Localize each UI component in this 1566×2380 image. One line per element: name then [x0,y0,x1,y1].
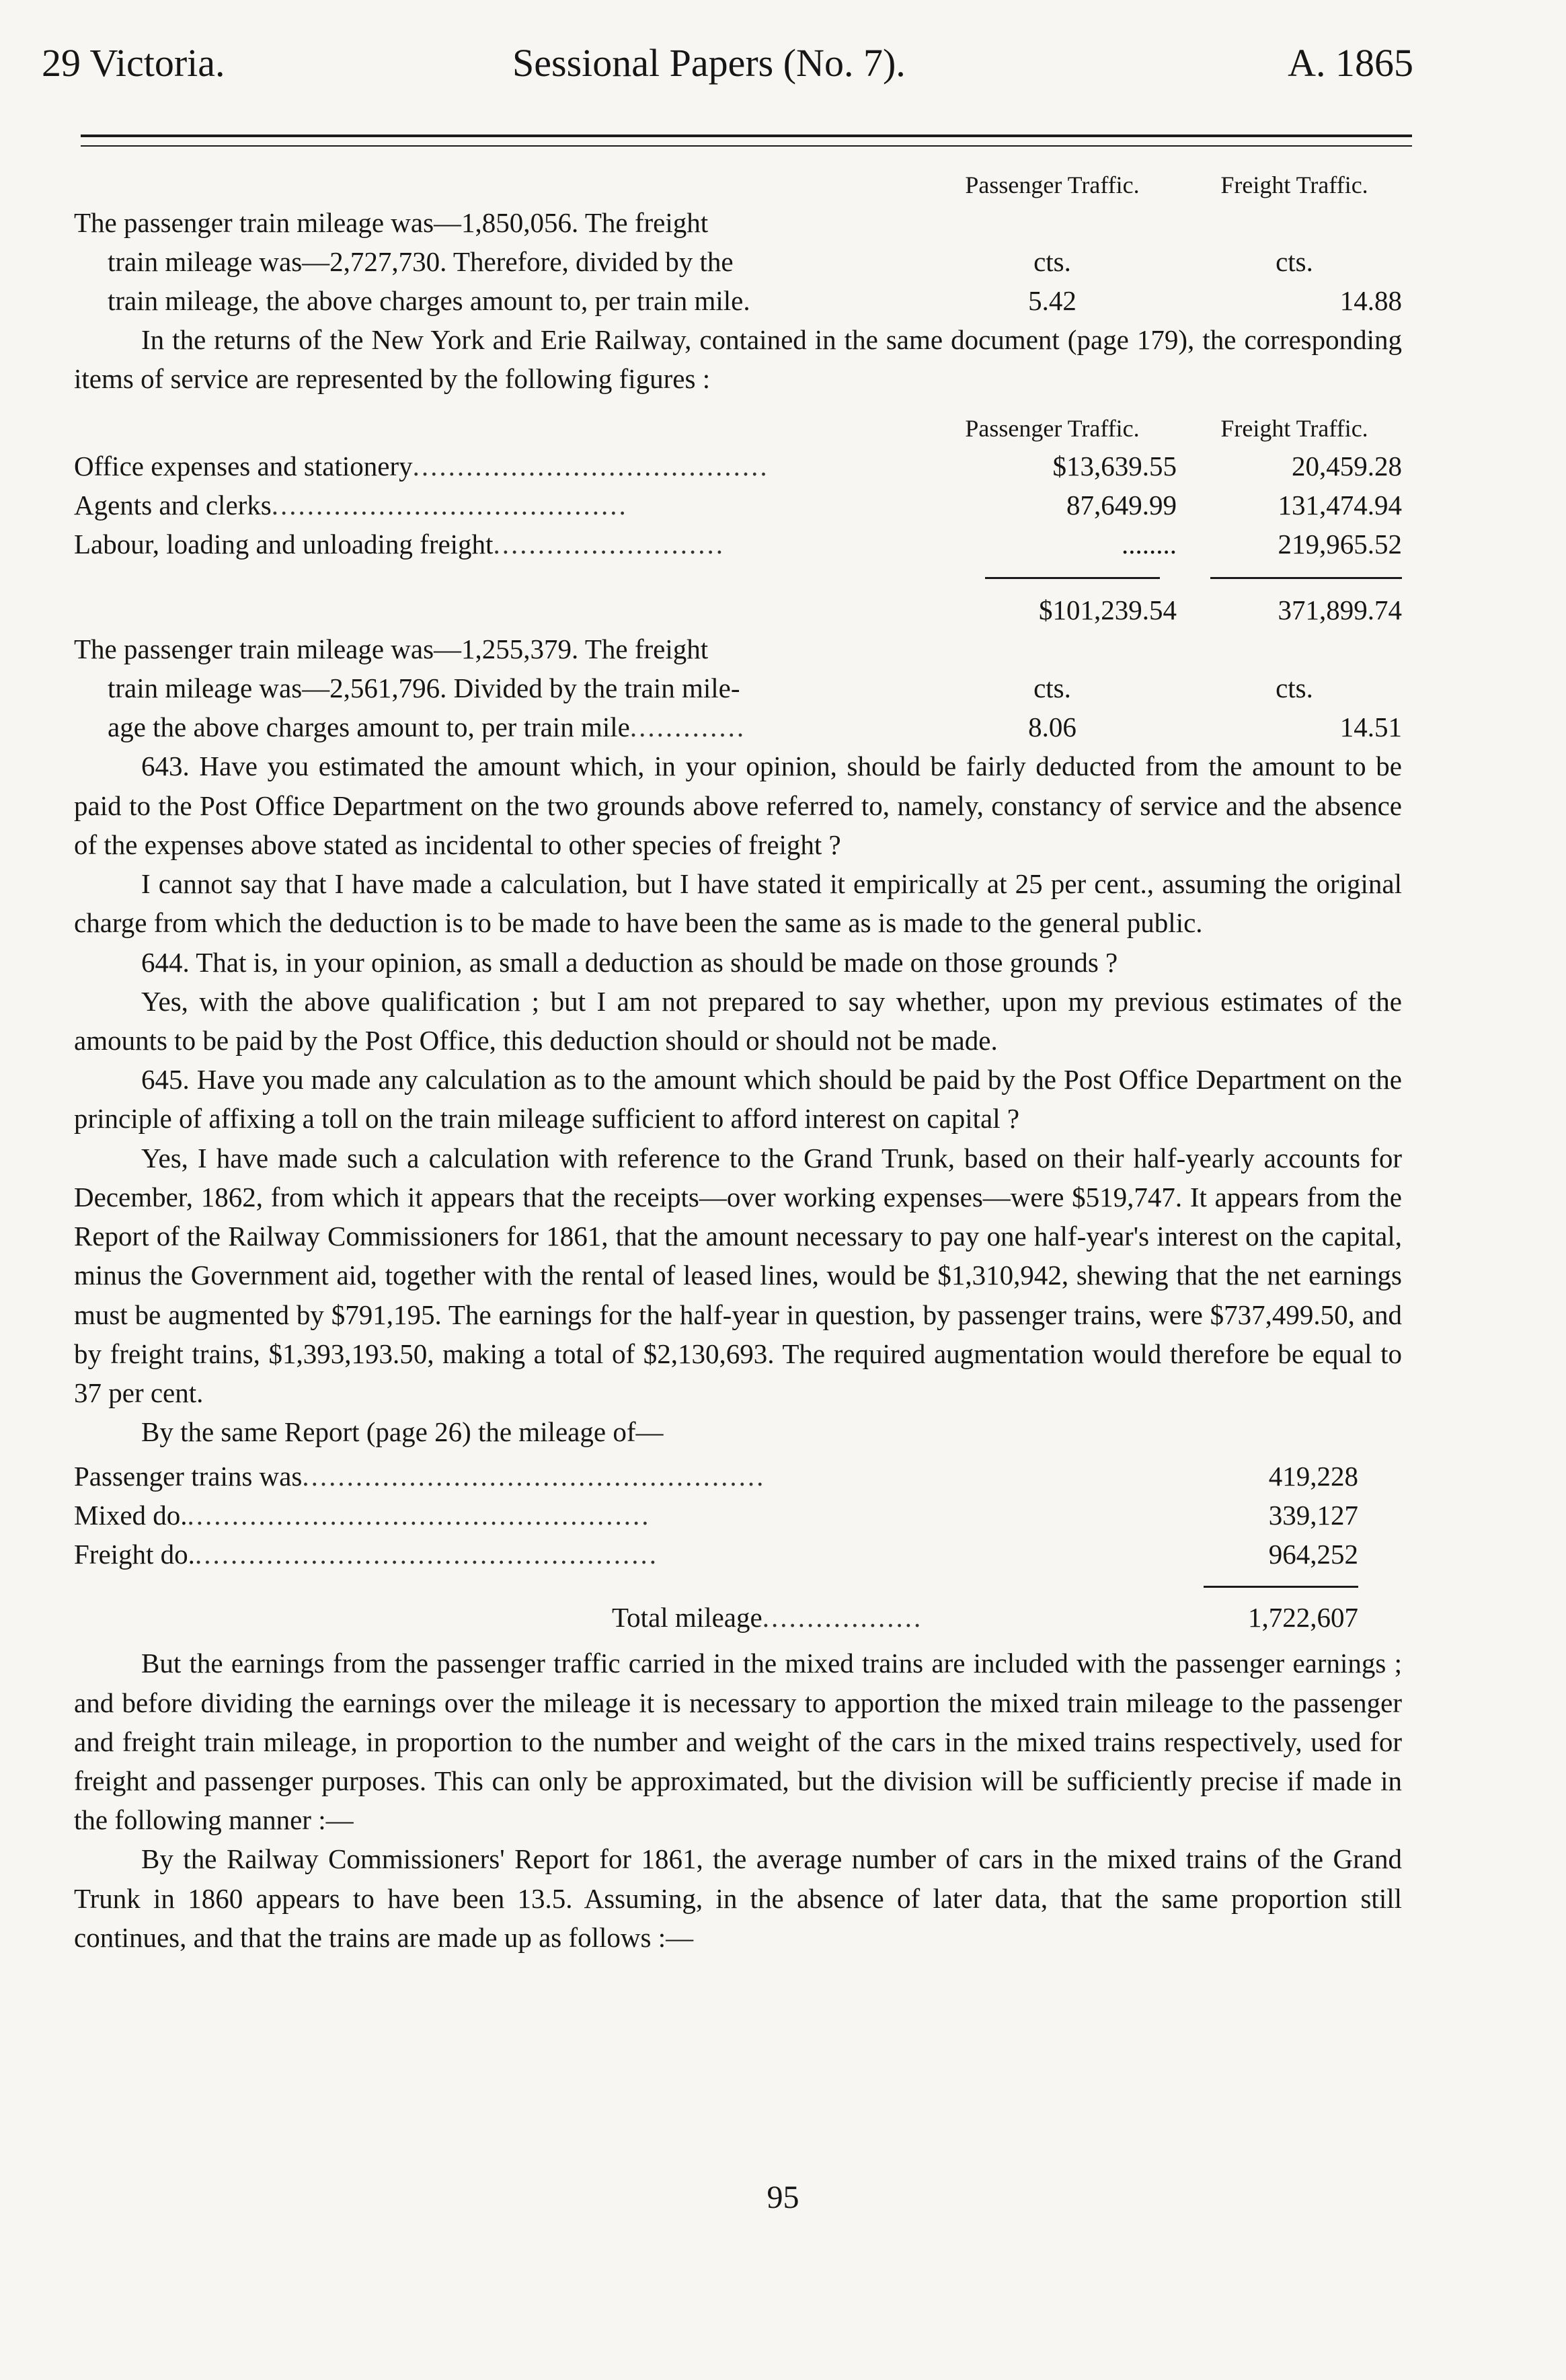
paragraph-mixed-trains: But the earnings from the passenger traffic carried in the mixed trains are included with the passenger earnings ; and before dividing the earnings over the mileage it is necessary to apportion the mixed train mileage to the passenger and freight train mileage, in proportion to the number and weight of the cars in the mixed trains respectively, used for freight and passenger purposes. This can only be approximated, but the division will be sufficiently precise if made in the following manner :— [74,1648,1402,1836]
mileage-line: The passenger train mileage was—1,255,379. The freight [74,634,709,665]
answer-645: Yes, I have made such a calculation with reference to the Grand Trunk, based on their half-yearly accounts for December, 1862, from which it appears that the receipts—over working expenses—were $519,747. It appears from the Report of the Railway Commissioners for 1861, that the amount necessary to pay one half-year's interest on the capital, minus the Government aid, together with the rental of leased lines, would be $1,310,942, shewing that the net earnings must be augmented by $791,195. The earnings for the half-year in question, by passenger trains, were $737,499.50, and by freight trains, $1,393,193.50, making a total of $2,130,693. The required augmentation would therefore be equal to 37 per cent. [74,1142,1402,1408]
page-body [74,168,1402,1957]
table-row [74,447,1402,486]
table-row [74,1535,1402,1574]
row-label: Passenger trains was.................................................... [74,1461,766,1492]
total-mileage-value: 1,722,607 [1248,1602,1358,1634]
mileage-intro: By the same Report (page 26) the mileage of— [141,1416,664,1448]
column-header-freight: Freight Traffic. [1220,171,1368,198]
erie-railway-table [74,412,1402,746]
mileage-table [74,1457,1402,1637]
row-label: Office expenses and stationery........................................ [74,451,769,482]
passenger-value: $13,639.55 [1052,451,1177,482]
unit-label: cts. [1276,246,1313,277]
unit-label: cts. [1276,673,1313,704]
freight-value: 131,474.94 [1278,490,1402,521]
freight-per-mile-value: 14.88 [1339,285,1402,316]
header-rule-thin [81,145,1412,147]
question-643: 643. Have you estimated the amount which, in your opinion, should be fairly deducted from the amount to be paid to the Post Office Department on the two grounds above referred to, namely, constancy of service and the absence of the expenses above stated as incidental to other species of freight ? [74,751,1402,860]
table-row [74,1496,1402,1535]
table-row [74,525,1402,564]
header-title: Sessional Papers (No. 7). [512,41,906,85]
row-label: Mixed do..................................................... [74,1500,651,1531]
freight-value: 219,965.52 [1278,529,1402,560]
freight-value: 20,459.28 [1292,451,1402,482]
paragraph-cars-average: By the Railway Commissioners' Report for 1861, the average number of cars in the mixed trains of the Grand Trunk in 1860 appears to have been 13.5. Assuming, in the absence of later data, that the same proportion still continues, and that the trains are made up as follows :— [74,1843,1402,1953]
passenger-value: 87,649.99 [1066,490,1177,521]
header-rule-thick [81,135,1412,137]
unit-label: cts. [1033,673,1071,704]
mileage-value: 964,252 [1268,1539,1358,1570]
column-header-passenger: Passenger Traffic. [965,415,1140,443]
mileage-value: 339,127 [1268,1500,1358,1531]
freight-total: 371,899.74 [1278,594,1402,626]
mileage-value: 419,228 [1268,1461,1358,1492]
question-645: 645. Have you made any calculation as to the amount which should be paid by the Post Office Department on the principle of affixing a toll on the train mileage sufficient to afford interest on capital ? [74,1064,1402,1135]
grand-trunk-charges-summary [74,168,1402,320]
freight-per-mile-value: 14.51 [1339,712,1402,743]
page-number: 95 [767,2180,799,2215]
row-label: Labour, loading and unloading freight.......................... [74,529,725,560]
running-header [42,40,1413,94]
question-644: 644. That is, in your opinion, as small a deduction as should be made on those grounds ? [141,946,1118,978]
table-row [74,486,1402,525]
mileage-line: The passenger train mileage was—1,850,056. The freight [74,207,709,238]
column-header-freight: Freight Traffic. [1220,415,1368,443]
passenger-value: ........ [1122,529,1177,560]
row-label: Freight do..................................................... [74,1539,658,1570]
header-session: 29 Victoria. [42,41,225,85]
unit-label: cts. [1033,246,1071,277]
mileage-line: train mileage, the above charges amount to, per train mile. [108,285,750,316]
mileage-line: train mileage was—2,727,730. Therefore, divided by the [108,246,734,277]
answer-644: Yes, with the above qualification ; but I am not prepared to say whether, upon my previous estimates of the amounts to be paid by the Post Office, this deduction should or should not be made. [74,985,1402,1056]
mileage-line: age the above charges amount to, per train mile............. [108,712,746,743]
row-label: Agents and clerks........................................ [74,490,628,521]
passenger-per-mile-value: 5.42 [1028,285,1076,316]
mileage-line: train mileage was—2,561,796. Divided by the train mile- [108,673,740,704]
table-row [74,1457,1402,1496]
column-header-passenger: Passenger Traffic. [965,171,1140,198]
header-year: A. 1865 [1288,41,1413,85]
passenger-per-mile-value: 8.06 [1028,712,1076,743]
answer-643: I cannot say that I have made a calculation, but I have stated it empirically at 25 per cent., assuming the original charge from which the deduction is to be made to have been the same as is made to the general public. [74,868,1402,939]
total-mileage-label: Total mileage.................. [612,1602,923,1634]
paragraph-erie-intro: In the returns of the New York and Erie Railway, contained in the same document (page 179), the corresponding items of service are represented by the following figures : [74,324,1402,395]
passenger-total: $101,239.54 [1039,594,1177,626]
